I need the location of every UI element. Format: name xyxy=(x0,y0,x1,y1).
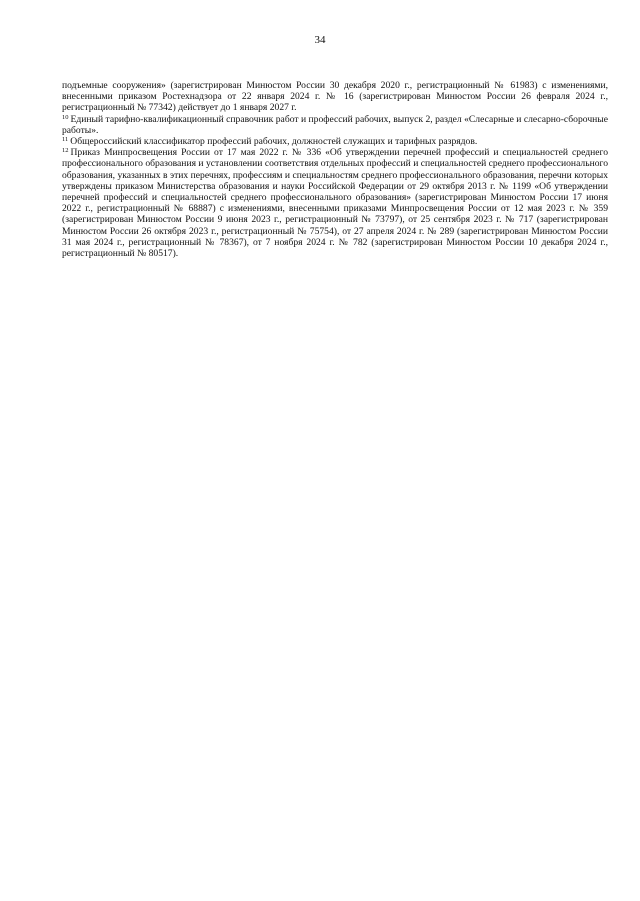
footnote-text: Общероссийский классификатор профессий рабочих, должностей служащих и тарифных разрядов. xyxy=(70,136,478,148)
footnote-marker: 10 xyxy=(62,113,69,121)
footnote-text: Единый тарифно-квалификационный справочник работ и профессий рабочих, выпуск 2, раздел «Слесарные и слесарно-сборочные работы». xyxy=(62,113,608,136)
footnote-text: Приказ Минпросвещения России от 17 мая 2022 г. № 336 «Об утверждении перечней профессий и специальностей среднего профессионального образования и установлении соответствия отдельных профессий и специальностей среднего профессионального образования, указанных в этих перечнях, профессиям и специальностям среднего профессионального образования, перечни которых утверждены приказом Министерства образования и науки Российской Федерации от 29 октября 2013 г. № 1199 «Об утверждении перечней профессий и специальностей среднего профессионального образования» (зарегистрирован Минюстом России 17 июня 2022 г., регистрационный № 68887) с изменениями, внесенными приказами Минпросвещения России от 12 мая 2023 г. № 359 (зарегистрирован Минюстом России 9 июня 2023 г., регистрационный № 73797), от 25 сентября 2023 г. № 717 (зарегистрирован Минюстом России 26 октября 2023 г., регистрационный № 75754), от 27 апреля 2024 г. № 289 (зарегистрирован Минюстом России 31 мая 2024 г., регистрационный № 78367), от 7 ноября 2024 г. № 782 (зарегистрирован Минюстом России 10 декабря 2024 г., регистрационный № 80517). xyxy=(62,147,608,260)
footnote-10 xyxy=(62,114,608,136)
footnotes-block xyxy=(62,80,608,259)
footnote-marker: 12 xyxy=(62,147,69,155)
footnote-text: подъемные сооружения» (зарегистрирован Минюстом России 30 декабря 2020 г., регистрационный № 61983) с изменениями, внесенными приказом Ростехнадзора от 22 января 2024 г. № 16 (зарегистрирован Минюстом России 26 февраля 2024 г., регистрационный № 77342) действует до 1 января 2027 г. xyxy=(62,80,608,114)
footnote-continued xyxy=(62,80,608,114)
page-number: 34 xyxy=(314,34,326,46)
footnote-11 xyxy=(62,136,608,147)
footnote-marker: 11 xyxy=(62,136,69,144)
footnote-12 xyxy=(62,147,608,259)
